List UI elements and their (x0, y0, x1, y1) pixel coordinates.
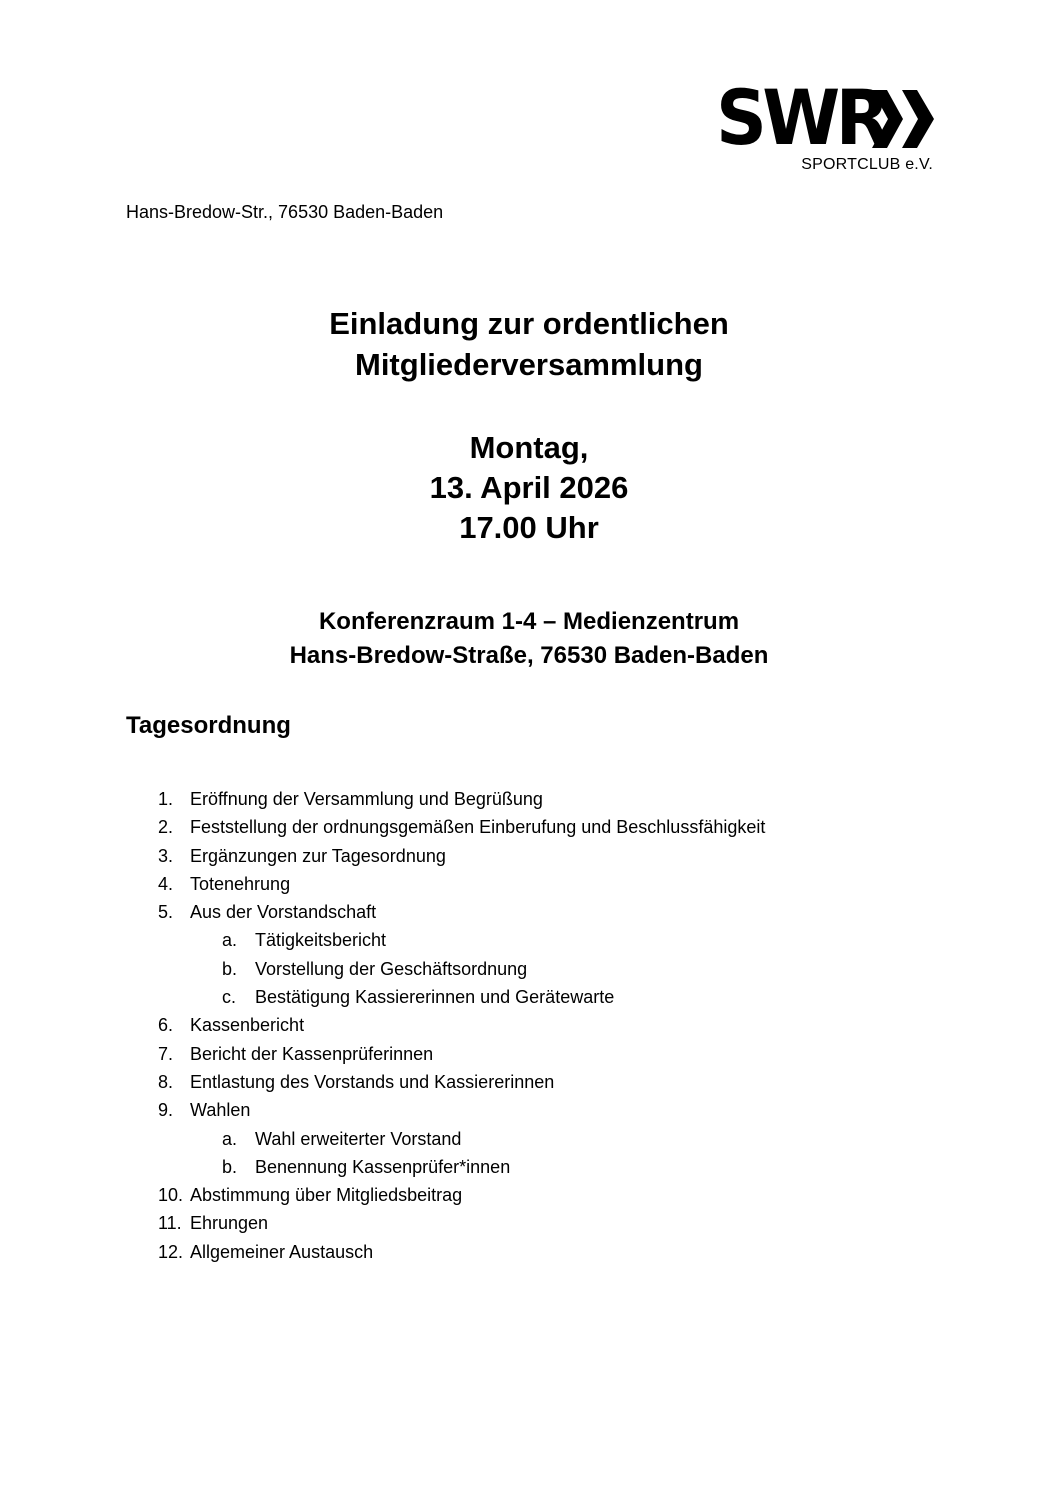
subitem-text: Bestätigung Kassiererinnen und Gerätewarte (255, 987, 615, 1008)
subitem-letter: c. (222, 987, 237, 1008)
item-number: 11. (158, 1213, 182, 1234)
meeting-date (0, 428, 1058, 548)
item-text: Allgemeiner Austausch (190, 1241, 374, 1262)
agenda-item (0, 1098, 1058, 1126)
document-title (0, 303, 1058, 385)
agenda-list (0, 787, 1058, 1268)
item-text: Ehrungen (190, 1213, 269, 1234)
subitem-text: Benennung Kassenprüfer*innen (255, 1156, 511, 1177)
venue-room: Konferenzraum 1-4 – Medienzentrum (318, 608, 740, 635)
item-number: 7. (158, 1043, 174, 1064)
subitem-letter: b. (222, 1156, 238, 1177)
meeting-weekday: Montag, (469, 430, 589, 465)
subitem-letter: a. (222, 1128, 238, 1149)
title-line-2: Mitgliederversammlung (355, 347, 703, 382)
agenda-item (0, 1042, 1058, 1070)
logo-wordmark: SWR (716, 73, 886, 162)
item-text: Feststellung der ordnungsgemäßen Einberufung und Beschlussfähigkeit (190, 817, 766, 838)
item-number: 5. (158, 902, 174, 923)
item-number: 12. (158, 1241, 184, 1262)
agenda-subitem (0, 957, 1058, 985)
agenda-item (0, 1013, 1058, 1041)
item-number: 10. (158, 1185, 184, 1206)
sender-address: Hans-Bredow-Str., 76530 Baden-Baden (126, 202, 444, 222)
item-number: 1. (158, 789, 174, 809)
agenda-subitem (0, 1127, 1058, 1155)
logo-subtitle: SPORTCLUB e.V. (801, 156, 933, 173)
agenda-item (0, 1183, 1058, 1211)
title-line-1: Einladung zur ordentlichen (329, 306, 729, 341)
subitem-text: Wahl erweiterter Vorstand (255, 1128, 462, 1149)
item-text: Abstimmung über Mitgliedsbeitrag (190, 1185, 463, 1206)
agenda-item (0, 1240, 1058, 1268)
item-text: Entlastung des Vorstands und Kassiererinnen (190, 1071, 555, 1092)
meeting-day: 13. April 2026 (429, 470, 629, 505)
agenda-subitem (0, 928, 1058, 956)
meeting-venue (0, 605, 1058, 673)
agenda-item (0, 872, 1058, 900)
agenda-item (0, 787, 1058, 815)
subitem-text: Vorstellung der Geschäftsordnung (255, 958, 528, 979)
agenda-item (0, 1211, 1058, 1239)
subitem-text: Tätigkeitsbericht (255, 930, 387, 951)
subitem-letter: a. (222, 930, 238, 951)
item-number: 6. (158, 1015, 174, 1036)
agenda-item (0, 1070, 1058, 1098)
item-text: Ergänzungen zur Tagesordnung (190, 845, 446, 866)
item-number: 4. (158, 873, 174, 894)
agenda-subitem (0, 1155, 1058, 1183)
item-text: Totenehrung (190, 873, 291, 894)
meeting-time: 17.00 Uhr (459, 510, 599, 545)
item-number: 9. (158, 1100, 174, 1121)
item-number: 8. (158, 1071, 174, 1092)
subitem-letter: b. (222, 958, 238, 979)
item-text: Eröffnung der Versammlung und Begrüßung (190, 789, 543, 809)
agenda-heading: Tagesordnung (126, 712, 291, 739)
item-number: 2. (158, 817, 174, 838)
venue-street: Hans-Bredow-Straße, 76530 Baden-Baden (289, 642, 769, 669)
agenda-subitem (0, 985, 1058, 1013)
item-text: Aus der Vorstandschaft (190, 902, 377, 923)
item-text: Kassenbericht (190, 1015, 305, 1036)
agenda-item (0, 844, 1058, 872)
double-chevron-right-icon (872, 90, 934, 148)
item-text: Wahlen (190, 1100, 251, 1121)
swr-sportclub-logo (712, 73, 937, 179)
item-number: 3. (158, 845, 174, 866)
item-text: Bericht der Kassenprüferinnen (190, 1043, 434, 1064)
agenda-item (0, 900, 1058, 928)
agenda-item (0, 815, 1058, 843)
